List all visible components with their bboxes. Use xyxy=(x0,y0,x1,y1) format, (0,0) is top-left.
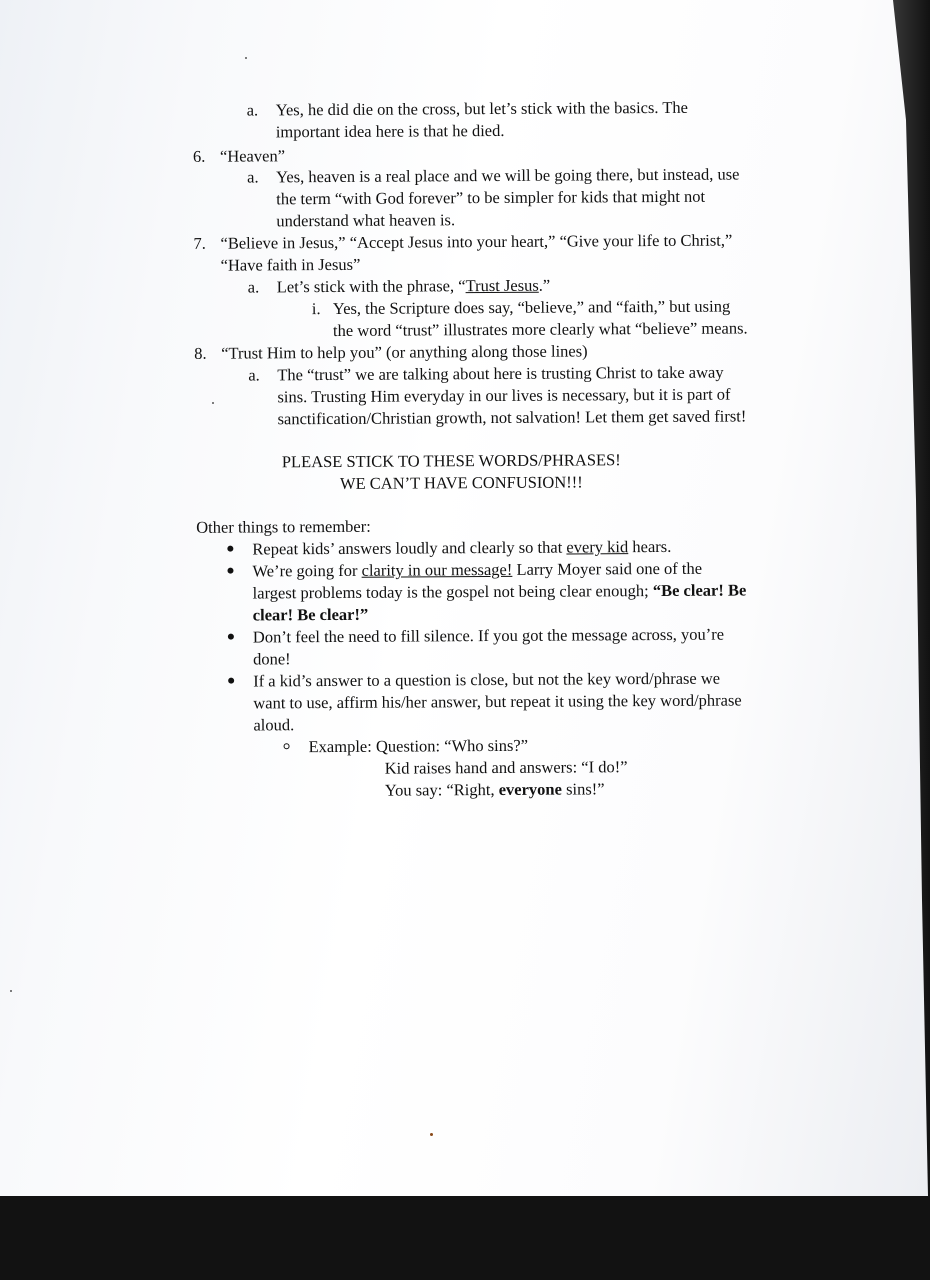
bullet-text: If a kid’s answer to a question is close, but not the key word/phrase we xyxy=(253,668,721,691)
paragraph-line: sanctification/Christian growth, not salvation! Let them get saved first! xyxy=(277,406,747,429)
text-fragment: hears. xyxy=(628,536,672,557)
text-fragment: Larry Moyer said one of the xyxy=(512,558,703,579)
example-line: Kid raises hand and answers: “I do!” xyxy=(384,757,628,778)
text-fragment: largest problems today is the gospel not being clear enough; xyxy=(252,581,653,603)
bold-phrase: everyone xyxy=(498,779,562,799)
example-line: Example: Question: “Who sins?” xyxy=(308,735,529,757)
notice-line: WE CAN’T HAVE CONFUSION!!! xyxy=(339,472,583,493)
list-item-title: “Have faith in Jesus” xyxy=(220,254,361,275)
bold-phrase: “Be clear! Be xyxy=(652,580,747,601)
bullet-text: aloud. xyxy=(253,715,295,735)
text-fragment: sins!” xyxy=(561,779,605,799)
paragraph-line: the term “with God forever” to be simpler for kids that might not xyxy=(276,186,706,209)
paragraph-line: Yes, the Scripture does say, “believe,” and “faith,” but using xyxy=(332,296,731,318)
bullet-text xyxy=(253,579,747,604)
underlined-phrase: Trust Jesus xyxy=(465,275,539,296)
bullet-text: Don’t feel the need to fill silence. If you got the message across, you’re xyxy=(252,624,725,647)
underlined-phrase: clarity in our message! xyxy=(361,559,513,580)
scan-background-bottom xyxy=(0,1196,930,1280)
scan-speck xyxy=(10,990,12,992)
bullet-text: done! xyxy=(252,649,291,669)
example-line xyxy=(385,778,605,801)
text-fragment: You say: “Right, xyxy=(384,779,499,800)
list-marker: 8. xyxy=(194,343,207,363)
text-fragment: .” xyxy=(538,275,551,295)
paragraph-line: understand what heaven is. xyxy=(276,210,456,231)
bold-phrase: clear! Be clear!” xyxy=(252,604,369,625)
list-marker: i. xyxy=(311,299,321,319)
section-heading: Other things to remember: xyxy=(196,516,371,537)
text-fragment: Repeat kids’ answers loudly and clearly so that xyxy=(252,537,567,559)
scan-speck xyxy=(212,402,214,404)
scan-speck xyxy=(245,57,247,59)
paragraph-line: important idea here is that he died. xyxy=(275,120,505,142)
underlined-phrase: every kid xyxy=(566,537,629,557)
list-item-title: “Believe in Jesus,” “Accept Jesus into your heart,” “Give your life to Christ,” xyxy=(220,230,733,253)
list-marker: 7. xyxy=(193,233,206,253)
list-marker: 6. xyxy=(192,146,206,166)
paragraph-line: Yes, he did die on the cross, but let’s stick with the basics. The xyxy=(275,97,689,120)
bullet-icon xyxy=(228,634,234,640)
paragraph-line: The “trust” we are talking about here is trusting Christ to take away xyxy=(277,362,724,385)
notice-line: PLEASE STICK TO THESE WORDS/PHRASES! xyxy=(281,450,621,472)
list-marker: a. xyxy=(248,365,260,385)
bullet-text: want to use, affirm his/her answer, but repeat it using the key word/phrase xyxy=(253,690,742,713)
text-fragment: Let’s stick with the phrase, “ xyxy=(276,276,466,297)
scan-speck xyxy=(430,1133,433,1136)
paragraph-line: Yes, heaven is a real place and we will be going there, but instead, use xyxy=(276,164,740,187)
paragraph-line: sins. Trusting Him everyday in our lives is necessary, but it is part of xyxy=(277,384,731,407)
bullet-text xyxy=(252,536,671,561)
list-marker: a. xyxy=(246,100,259,120)
bullet-text xyxy=(252,558,702,583)
text-fragment: We’re going for xyxy=(252,560,362,581)
bullet-icon xyxy=(227,568,233,574)
paragraph-line xyxy=(277,275,551,299)
bullet-icon xyxy=(227,546,233,552)
list-marker: a. xyxy=(247,277,260,297)
paragraph-line: the word “trust” illustrates more clearly what “believe” means. xyxy=(332,318,748,340)
bullet-icon xyxy=(228,678,234,684)
circle-bullet-icon xyxy=(284,743,290,749)
list-item-title: “Heaven” xyxy=(219,146,286,166)
list-item-title: “Trust Him to help you” (or anything along those lines) xyxy=(221,341,588,363)
list-marker: a. xyxy=(247,167,259,187)
